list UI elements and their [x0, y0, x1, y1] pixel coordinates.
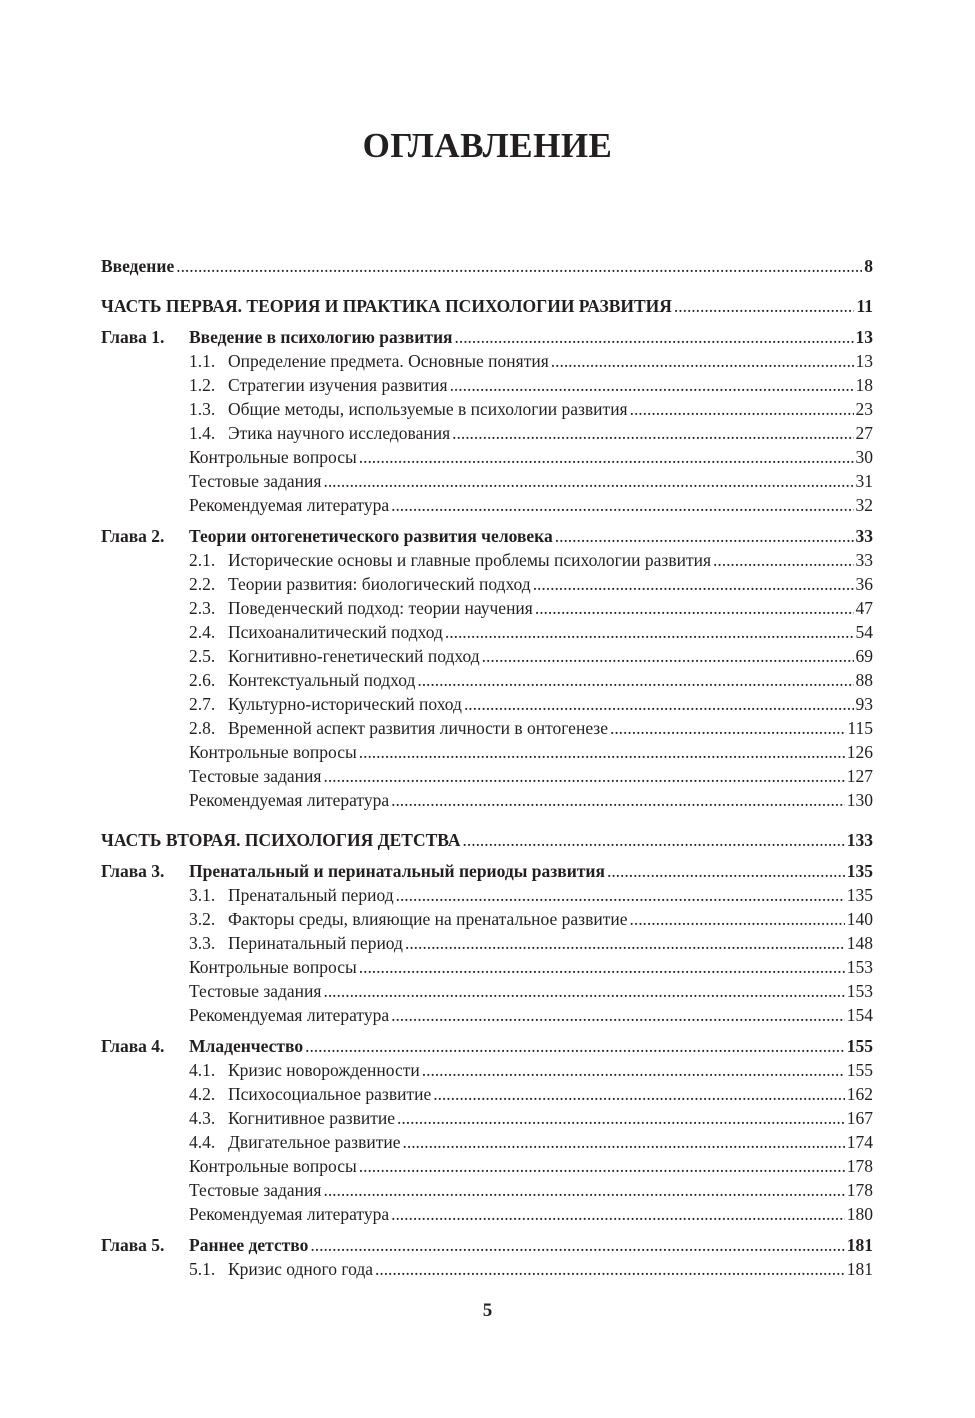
dot-leader	[445, 620, 854, 644]
entry-title: Двигательное развитие	[228, 1132, 401, 1152]
section-number: 2.5.	[189, 646, 216, 666]
dot-leader	[359, 740, 845, 764]
entry-page: 13	[855, 351, 873, 371]
toc-entry-section	[189, 349, 873, 373]
entry-page: 153	[846, 981, 873, 1001]
section-number: 3.1.	[189, 885, 216, 905]
table-of-contents	[101, 254, 873, 1281]
toc-entry-extra	[189, 469, 873, 493]
section-number: 2.3.	[189, 598, 216, 618]
entry-title: Тестовые задания	[189, 471, 322, 491]
entry-title: Исторические основы и главные проблемы психологии развития	[228, 550, 712, 570]
chapter-label: Глава 3.	[101, 861, 165, 881]
entry-page: 178	[846, 1156, 873, 1176]
entry-title: Введение в психологию развития	[189, 327, 453, 347]
toc-entry-extra	[189, 955, 873, 979]
entry-page: 27	[855, 423, 873, 443]
toc-entry-section	[189, 620, 873, 644]
toc-entry-section	[189, 596, 873, 620]
toc-entry-section	[189, 907, 873, 931]
entry-title: Кризис новорожденности	[228, 1060, 420, 1080]
dot-leader	[450, 373, 854, 397]
toc-entry-extra	[189, 979, 873, 1003]
toc-entry-extra	[189, 493, 873, 517]
entry-title: Рекомендуемая литература	[189, 1005, 390, 1025]
toc-entry-extra	[189, 445, 873, 469]
toc-entry-chapter	[101, 524, 873, 548]
entry-title: Когнитивное развитие	[228, 1108, 396, 1128]
entry-page: 140	[846, 909, 873, 929]
toc-entry-section	[189, 931, 873, 955]
dot-leader	[607, 859, 845, 883]
entry-title: Рекомендуемая литература	[189, 495, 390, 515]
section-number: 5.1.	[189, 1259, 216, 1279]
entry-page: 155	[846, 1036, 873, 1056]
entry-title: Когнитивно-генетический подход	[228, 646, 480, 666]
dot-leader	[422, 1058, 845, 1082]
entry-page: 162	[846, 1084, 873, 1104]
entry-page: 23	[855, 399, 873, 419]
entry-page: 36	[855, 574, 873, 594]
entry-page: 13	[855, 327, 873, 347]
section-number: 3.3.	[189, 933, 216, 953]
dot-leader	[463, 828, 845, 852]
entry-page: 54	[855, 622, 873, 642]
entry-page: 135	[846, 861, 873, 881]
toc-entry-chapter	[101, 859, 873, 883]
entry-title: Факторы среды, влияющие на пренатальное развитие	[228, 909, 628, 929]
entry-title: Определение предмета. Основные понятия	[228, 351, 549, 371]
dot-leader	[397, 1106, 845, 1130]
entry-page: 130	[846, 790, 873, 810]
entry-title: Рекомендуемая литература	[189, 790, 390, 810]
dot-leader	[610, 716, 845, 740]
entry-page: 88	[855, 670, 873, 690]
entry-title: Психоаналитический подход	[228, 622, 443, 642]
entry-title: Кризис одного года	[228, 1259, 373, 1279]
entry-page: 155	[846, 1060, 873, 1080]
toc-entry-section	[189, 548, 873, 572]
entry-page: 167	[846, 1108, 873, 1128]
entry-page: 135	[846, 885, 873, 905]
entry-page: 33	[855, 550, 873, 570]
entry-page: 181	[846, 1259, 873, 1279]
dot-leader	[417, 668, 853, 692]
dot-leader	[535, 596, 854, 620]
entry-title: Пренатальный и перинатальный периоды развития	[189, 861, 605, 881]
dot-leader	[391, 493, 853, 517]
dot-leader	[674, 294, 855, 318]
dot-leader	[323, 979, 844, 1003]
entry-title: Контекстуальный подход	[228, 670, 416, 690]
section-number: 2.2.	[189, 574, 216, 594]
entry-page: 153	[846, 957, 873, 977]
entry-page: 126	[846, 742, 873, 762]
toc-entry-section	[189, 716, 873, 740]
dot-leader	[359, 1154, 845, 1178]
entry-page: 181	[846, 1235, 873, 1255]
section-number: 1.2.	[189, 375, 216, 395]
entry-title: Контрольные вопросы	[189, 957, 357, 977]
section-number: 2.6.	[189, 670, 216, 690]
dot-leader	[403, 1130, 845, 1154]
entry-page: 115	[847, 718, 873, 738]
entry-title: Введение	[101, 256, 175, 276]
entry-title: Теории развития: биологический подход	[228, 574, 531, 594]
entry-title: Перинатальный период	[228, 933, 403, 953]
toc-entry-extra	[189, 740, 873, 764]
section-number: 3.2.	[189, 909, 216, 929]
toc-entry-extra	[189, 788, 873, 812]
entry-page: 33	[855, 526, 873, 546]
dot-leader	[391, 788, 845, 812]
toc-entry-section	[189, 1257, 873, 1281]
dot-leader	[555, 524, 854, 548]
dot-leader	[359, 955, 845, 979]
entry-title: Психосоциальное развитие	[228, 1084, 432, 1104]
toc-entry-extra	[189, 764, 873, 788]
chapter-label: Глава 2.	[101, 526, 165, 546]
toc-entry-section	[189, 373, 873, 397]
entry-title: Пренатальный период	[228, 885, 394, 905]
toc-entry-extra	[189, 1003, 873, 1027]
toc-entry-section	[189, 1082, 873, 1106]
toc-entry-chapter	[101, 1034, 873, 1058]
entry-page: 127	[846, 766, 873, 786]
chapter-label: Глава 5.	[101, 1235, 165, 1255]
entry-page: 47	[855, 598, 873, 618]
entry-page: 30	[855, 447, 873, 467]
entry-page: 8	[864, 256, 873, 276]
dot-leader	[630, 907, 845, 931]
page-title: ОГЛАВЛЕНИЕ	[362, 126, 613, 165]
toc-entry-chapter	[101, 1233, 873, 1257]
dot-leader	[310, 1233, 844, 1257]
toc-entry-section	[189, 397, 873, 421]
dot-leader	[452, 421, 853, 445]
entry-page: 11	[856, 296, 873, 316]
entry-title: Раннее детство	[189, 1235, 309, 1255]
dot-leader	[464, 692, 854, 716]
entry-title: Этика научного исследования	[228, 423, 451, 443]
toc-entry-section	[189, 1106, 873, 1130]
toc-entry-section	[189, 644, 873, 668]
toc-entry-section	[189, 883, 873, 907]
toc-entry-section	[189, 1130, 873, 1154]
toc-entry-section	[189, 692, 873, 716]
entry-title: Младенчество	[189, 1036, 304, 1056]
entry-title: Стратегии изучения развития	[228, 375, 448, 395]
section-number: 4.4.	[189, 1132, 216, 1152]
entry-page: 148	[846, 933, 873, 953]
entry-title: Теории онтогенетического развития человека	[189, 526, 553, 546]
dot-leader	[391, 1003, 845, 1027]
toc-entry-section	[189, 572, 873, 596]
dot-leader	[533, 572, 854, 596]
dot-leader	[391, 1202, 845, 1226]
dot-leader	[713, 548, 853, 572]
entry-title: Поведенческий подход: теории научения	[228, 598, 533, 618]
toc-entry-section	[189, 421, 873, 445]
entry-page: 174	[846, 1132, 873, 1152]
toc-entry-section	[189, 668, 873, 692]
toc-entry-part	[101, 294, 873, 318]
entry-page: 178	[846, 1180, 873, 1200]
toc-entry-extra	[189, 1154, 873, 1178]
entry-title: ЧАСТЬ ПЕРВАЯ. ТЕОРИЯ И ПРАКТИКА ПСИХОЛОГИИ РАЗВИТИЯ	[101, 296, 672, 316]
dot-leader	[551, 349, 854, 373]
section-number: 4.1.	[189, 1060, 216, 1080]
dot-leader	[433, 1082, 845, 1106]
entry-page: 133	[846, 830, 873, 850]
section-number: 1.1.	[189, 351, 216, 371]
entry-title: Тестовые задания	[189, 766, 322, 786]
section-number: 2.1.	[189, 550, 216, 570]
entry-title: Контрольные вопросы	[189, 447, 357, 467]
toc-entry-intro	[101, 254, 873, 278]
entry-page: 31	[855, 471, 873, 491]
entry-title: Общие методы, используемые в психологии развития	[228, 399, 628, 419]
toc-entry-extra	[189, 1202, 873, 1226]
entry-title: Тестовые задания	[189, 1180, 322, 1200]
dot-leader	[323, 1178, 844, 1202]
toc-entry-extra	[189, 1178, 873, 1202]
entry-page: 32	[855, 495, 873, 515]
toc-entry-section	[189, 1058, 873, 1082]
entry-title: Контрольные вопросы	[189, 1156, 357, 1176]
entry-title: ЧАСТЬ ВТОРАЯ. ПСИХОЛОГИЯ ДЕТСТВА	[101, 830, 461, 850]
entry-title: Временной аспект развития личности в онтогенезе	[228, 718, 608, 738]
entry-title: Контрольные вопросы	[189, 742, 357, 762]
dot-leader	[359, 445, 854, 469]
section-number: 2.4.	[189, 622, 216, 642]
dot-leader	[630, 397, 854, 421]
section-number: 4.3.	[189, 1108, 216, 1128]
dot-leader	[305, 1034, 845, 1058]
page-number: 5	[482, 1300, 493, 1321]
section-number: 2.7.	[189, 694, 216, 714]
section-number: 1.4.	[189, 423, 216, 443]
dot-leader	[375, 1257, 845, 1281]
chapter-label: Глава 4.	[101, 1036, 165, 1056]
chapter-label: Глава 1.	[101, 327, 165, 347]
section-number: 1.3.	[189, 399, 216, 419]
toc-entry-chapter	[101, 325, 873, 349]
section-number: 4.2.	[189, 1084, 216, 1104]
entry-title: Тестовые задания	[189, 981, 322, 1001]
entry-page: 154	[846, 1005, 873, 1025]
section-number: 2.8.	[189, 718, 216, 738]
entry-page: 69	[855, 646, 873, 666]
dot-leader	[482, 644, 854, 668]
toc-entry-part	[101, 828, 873, 852]
entry-page: 93	[855, 694, 873, 714]
entry-page: 180	[846, 1204, 873, 1224]
entry-title: Культурно-исторический поход	[228, 694, 462, 714]
dot-leader	[323, 469, 853, 493]
dot-leader	[396, 883, 845, 907]
dot-leader	[455, 325, 854, 349]
dot-leader	[405, 931, 845, 955]
entry-title: Рекомендуемая литература	[189, 1204, 390, 1224]
dot-leader	[323, 764, 844, 788]
entry-page: 18	[855, 375, 873, 395]
dot-leader	[176, 254, 862, 278]
